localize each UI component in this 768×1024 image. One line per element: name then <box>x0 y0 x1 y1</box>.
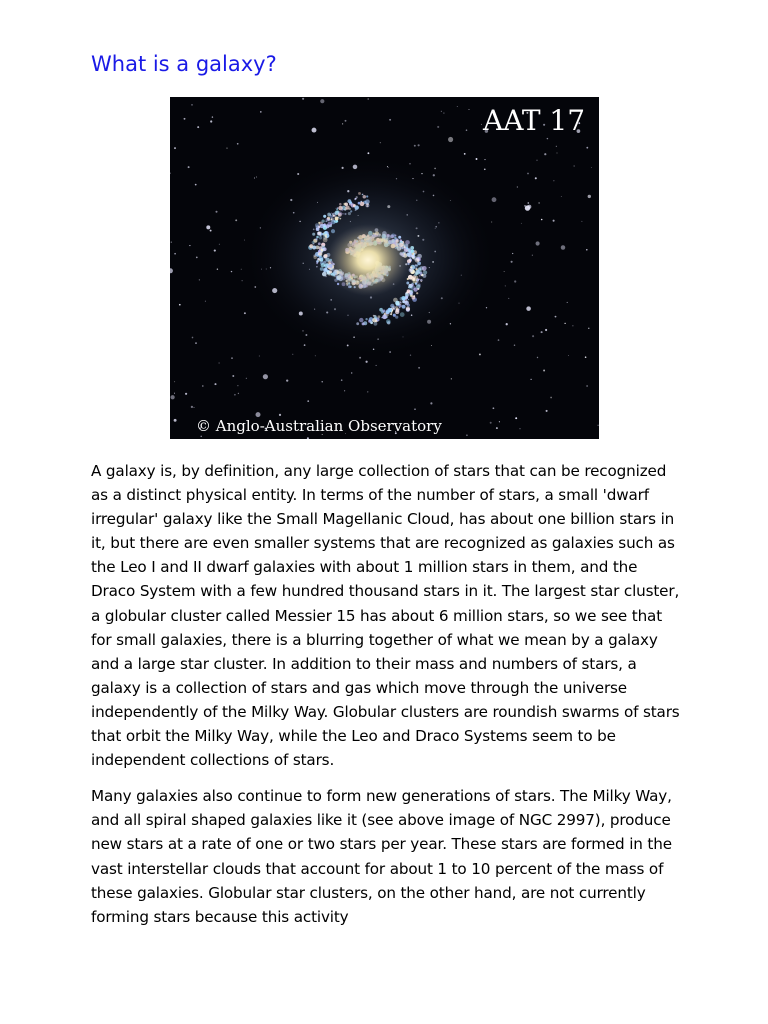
star <box>555 316 557 318</box>
arm-star <box>328 226 330 228</box>
arm-star <box>332 213 334 215</box>
arm-star <box>316 238 318 240</box>
star <box>546 410 548 412</box>
galaxy-core <box>326 224 410 296</box>
star <box>492 197 497 202</box>
arm-star <box>348 212 351 215</box>
arm-star <box>410 293 412 295</box>
star <box>543 370 545 372</box>
star <box>321 381 322 382</box>
star <box>231 357 233 359</box>
star <box>174 381 175 382</box>
arm-star <box>343 203 345 205</box>
arm-star <box>342 213 344 215</box>
arm-star <box>312 241 315 244</box>
star <box>536 241 540 245</box>
arm-star <box>400 312 405 317</box>
star <box>237 385 238 386</box>
star <box>174 147 176 149</box>
star <box>279 414 281 416</box>
star <box>238 393 239 394</box>
arm-star <box>387 308 392 313</box>
star <box>469 109 470 110</box>
star <box>586 249 588 251</box>
star <box>351 372 352 373</box>
arm-star <box>413 251 415 253</box>
star <box>256 177 257 178</box>
arm-star <box>411 282 413 284</box>
spiral-galaxy-image <box>170 97 599 439</box>
arm-star <box>312 246 316 250</box>
star <box>179 304 181 306</box>
arm-star <box>401 296 405 300</box>
star <box>527 202 529 204</box>
star <box>515 417 517 419</box>
star <box>524 205 526 207</box>
star <box>479 353 481 355</box>
arm-star <box>318 252 322 256</box>
star <box>234 394 236 396</box>
star <box>241 269 242 270</box>
star <box>307 400 309 402</box>
arm-star <box>330 215 333 218</box>
star <box>591 167 592 168</box>
star <box>547 138 548 139</box>
arm-star <box>415 276 418 279</box>
figure-label: AAT 17 <box>483 104 586 137</box>
star <box>434 168 436 170</box>
arm-star <box>406 292 408 294</box>
arm-star <box>400 302 401 303</box>
star <box>174 253 176 255</box>
star <box>212 116 213 117</box>
arm-star <box>393 314 396 317</box>
star <box>418 367 420 369</box>
star <box>550 397 552 399</box>
star <box>535 177 537 179</box>
arm-star <box>373 322 377 326</box>
arm-star <box>349 201 352 204</box>
arm-star <box>321 259 322 260</box>
star <box>568 355 569 356</box>
paragraph-1: A galaxy is, by definition, any large collection of stars that can be recognized as a distinct physical entity. In terms of the number of stars, a small 'dwarf irregular' galaxy like the Small Magellanic Cloud, has about one billion stars in it, but there are even smaller systems that are recognized as galaxies such as the Leo I and II dwarf galaxies with about 1 million stars in them, and the Draco System with a few hundred thousand stars in it. The largest star cluster, a globular cluster called Messier 15 has about 6 million stars, so we see that for small galaxies, there is a blurring together of what we mean by a galaxy and a large star cluster. In addition to their mass and numbers of stars, a galaxy is a collection of stars and gas which move through the universe independently of the Milky Way. Globular clusters are roundish swarms of stars that orbit the Milky Way, while the Leo and Draco Systems seem to be independent collections of stars. <box>91 462 680 770</box>
star <box>304 344 306 346</box>
arm-star <box>386 316 388 318</box>
star <box>506 323 508 325</box>
star <box>246 378 247 379</box>
arm-star <box>324 231 327 234</box>
star <box>441 111 442 112</box>
arm-star <box>338 214 340 216</box>
arm-star <box>325 236 327 238</box>
star <box>538 202 539 203</box>
star <box>490 422 492 424</box>
star <box>491 222 492 223</box>
arm-star <box>416 292 418 294</box>
arm-star <box>381 317 382 318</box>
star <box>567 302 568 303</box>
arm-star <box>386 319 391 324</box>
star <box>527 173 529 175</box>
arm-star <box>402 301 403 302</box>
star <box>581 221 582 222</box>
star <box>185 393 187 395</box>
arm-star <box>390 304 394 308</box>
star <box>217 268 218 269</box>
arm-star <box>395 309 400 314</box>
star <box>553 220 555 222</box>
star <box>466 129 468 131</box>
star <box>200 436 201 437</box>
arm-star <box>404 301 409 306</box>
star <box>561 196 562 197</box>
star <box>184 118 186 120</box>
arm-star <box>362 194 363 195</box>
star <box>344 390 345 391</box>
star <box>532 335 534 337</box>
arm-star <box>316 263 318 265</box>
arm-star <box>365 199 370 204</box>
star <box>219 244 220 245</box>
star <box>367 391 368 392</box>
figure-credit: © Anglo-Australian Observatory <box>196 417 442 435</box>
star <box>237 143 239 145</box>
arm-star <box>409 268 414 273</box>
star <box>202 385 204 387</box>
star <box>227 148 228 149</box>
arm-star <box>416 284 421 289</box>
star <box>376 365 377 366</box>
star <box>457 106 458 107</box>
arm-star <box>399 307 400 308</box>
arm-star <box>422 266 427 271</box>
star <box>254 178 255 179</box>
arm-star <box>395 301 399 305</box>
star <box>206 225 210 229</box>
star <box>263 374 268 379</box>
arm-star <box>363 195 367 199</box>
star <box>320 99 324 103</box>
star <box>572 325 573 326</box>
arm-star <box>316 266 317 267</box>
arm-star <box>408 299 409 300</box>
star <box>292 354 293 355</box>
star <box>210 230 212 232</box>
star <box>530 379 531 380</box>
star <box>431 345 432 346</box>
star <box>464 153 466 155</box>
star <box>380 142 381 143</box>
arm-star <box>319 236 322 239</box>
arm-star <box>321 263 325 267</box>
arm-star <box>324 223 326 225</box>
arm-star <box>334 220 336 222</box>
star <box>191 406 193 408</box>
arm-star <box>312 233 315 236</box>
star <box>504 271 505 272</box>
star <box>368 98 369 99</box>
star <box>532 255 533 256</box>
arm-star <box>358 192 361 195</box>
star <box>359 357 361 359</box>
star <box>367 152 369 154</box>
star <box>517 186 518 187</box>
arm-star <box>358 202 361 205</box>
star <box>481 124 482 125</box>
star <box>312 128 317 133</box>
star <box>588 328 589 329</box>
star <box>586 385 588 387</box>
star <box>476 158 478 160</box>
arm-star <box>386 313 388 315</box>
arm-star <box>322 272 327 277</box>
star <box>235 219 237 221</box>
star <box>195 342 197 344</box>
arm-star <box>402 305 406 309</box>
star <box>514 345 515 346</box>
arm-star <box>331 229 335 233</box>
star <box>574 166 575 167</box>
arm-star <box>321 249 324 252</box>
arm-star <box>316 260 319 263</box>
star <box>214 250 216 252</box>
arm-star <box>415 258 420 263</box>
star <box>512 253 513 254</box>
star <box>174 393 175 394</box>
arm-star <box>344 209 346 211</box>
arm-star <box>384 314 386 316</box>
star <box>199 279 200 280</box>
arm-star <box>339 218 341 220</box>
arm-star <box>415 264 417 266</box>
star <box>188 166 190 168</box>
star <box>341 379 343 381</box>
star <box>557 153 558 154</box>
arm-star <box>331 212 332 213</box>
arm-star <box>362 322 365 325</box>
arm-star <box>374 316 377 319</box>
star <box>451 378 452 379</box>
star <box>195 184 197 186</box>
star <box>541 331 543 333</box>
arm-star <box>411 296 415 300</box>
star <box>564 323 565 324</box>
star <box>189 245 190 246</box>
star <box>232 375 234 377</box>
star <box>315 355 316 356</box>
star <box>430 402 432 404</box>
star <box>496 427 498 429</box>
arm-star <box>316 227 320 231</box>
star <box>414 145 416 147</box>
arm-star <box>413 279 417 283</box>
star <box>214 383 216 385</box>
star <box>537 357 538 358</box>
star <box>556 146 557 147</box>
arm-star <box>366 195 368 197</box>
star <box>410 355 411 356</box>
star <box>541 219 543 221</box>
arm-star <box>359 318 363 322</box>
arm-star <box>318 242 321 245</box>
paragraph-2: Many galaxies also continue to form new generations of stars. The Milky Way, and all spiral shaped galaxies like it (see above image of NGC 2997), produce new stars at a rate of one or two stars per year. These stars are formed in the vast interstellar clouds that account for about 1 to 10 percent of the mass of these galaxies. Globular star clusters, on the other hand, are not currently forming stars because this activity <box>91 787 672 926</box>
arm-star <box>420 274 422 276</box>
star <box>499 421 500 422</box>
arm-star <box>354 205 358 209</box>
arm-star <box>421 281 422 282</box>
star <box>597 425 598 426</box>
arm-star <box>320 267 324 271</box>
galaxy-photo <box>170 97 599 439</box>
star <box>585 356 587 358</box>
arm-star <box>345 206 349 210</box>
arm-star <box>405 295 407 297</box>
star <box>544 153 546 155</box>
star <box>170 395 174 399</box>
star <box>588 195 591 198</box>
star <box>345 120 347 122</box>
star <box>553 180 554 181</box>
star <box>244 312 246 314</box>
arm-star <box>367 205 369 207</box>
star <box>514 280 516 282</box>
star <box>302 98 304 100</box>
star <box>365 361 367 363</box>
star <box>519 428 520 429</box>
star <box>210 120 212 122</box>
arm-star <box>344 213 346 215</box>
star <box>508 298 509 299</box>
arm-star <box>422 274 426 278</box>
star <box>244 240 245 241</box>
arm-star <box>333 215 335 217</box>
arm-star <box>423 270 427 274</box>
star <box>260 111 262 113</box>
star <box>443 113 444 114</box>
star <box>192 337 194 339</box>
star <box>505 285 506 286</box>
arm-star <box>350 210 352 212</box>
star <box>486 307 487 308</box>
star <box>521 223 522 224</box>
arm-star <box>331 218 333 220</box>
star <box>191 104 192 105</box>
star <box>586 147 588 149</box>
arm-star <box>391 312 393 314</box>
star <box>389 119 391 121</box>
star <box>561 245 566 250</box>
star <box>536 160 537 161</box>
arm-star <box>360 202 365 207</box>
arm-star <box>315 223 319 227</box>
arm-star <box>406 306 410 310</box>
arm-star <box>316 236 319 239</box>
arm-star <box>415 272 418 275</box>
star <box>215 211 217 213</box>
arm-star <box>406 282 409 285</box>
star <box>466 434 468 436</box>
star <box>218 362 219 363</box>
arm-star <box>339 203 342 206</box>
star <box>526 306 531 311</box>
arm-star <box>323 215 326 218</box>
arm-star <box>390 314 392 316</box>
arm-star <box>335 217 339 221</box>
star <box>484 159 485 160</box>
arm-star <box>319 256 321 258</box>
arm-star <box>408 285 413 290</box>
arm-star <box>318 222 320 224</box>
star <box>174 419 177 422</box>
star <box>448 137 453 142</box>
page-title: What is a galaxy? <box>91 52 277 76</box>
star <box>193 407 194 408</box>
star <box>437 126 439 128</box>
arm-star <box>341 209 343 211</box>
arm-star <box>365 318 367 320</box>
star <box>493 407 495 409</box>
star <box>259 356 260 357</box>
arm-star <box>318 232 321 235</box>
star <box>197 126 199 128</box>
arm-star <box>323 238 328 243</box>
arm-star <box>356 322 359 325</box>
arm-star <box>418 279 419 280</box>
arm-star <box>336 208 338 210</box>
arm-star <box>320 224 324 228</box>
star <box>297 173 299 175</box>
star <box>418 144 420 146</box>
star <box>171 242 172 243</box>
arm-star <box>329 219 331 221</box>
star <box>545 329 547 331</box>
arm-star <box>321 219 324 222</box>
article-body <box>91 459 681 941</box>
star <box>498 339 500 341</box>
star <box>242 280 243 281</box>
star <box>205 301 206 302</box>
arm-star <box>411 255 414 258</box>
star <box>196 257 198 259</box>
arm-star <box>323 268 327 272</box>
star <box>342 123 343 124</box>
star <box>511 261 513 263</box>
star <box>286 379 288 381</box>
arm-star <box>417 270 419 272</box>
arm-star <box>407 278 409 280</box>
arm-star <box>382 310 385 313</box>
star <box>414 409 415 410</box>
arm-star <box>354 198 356 200</box>
star <box>484 168 486 170</box>
star <box>231 271 232 272</box>
